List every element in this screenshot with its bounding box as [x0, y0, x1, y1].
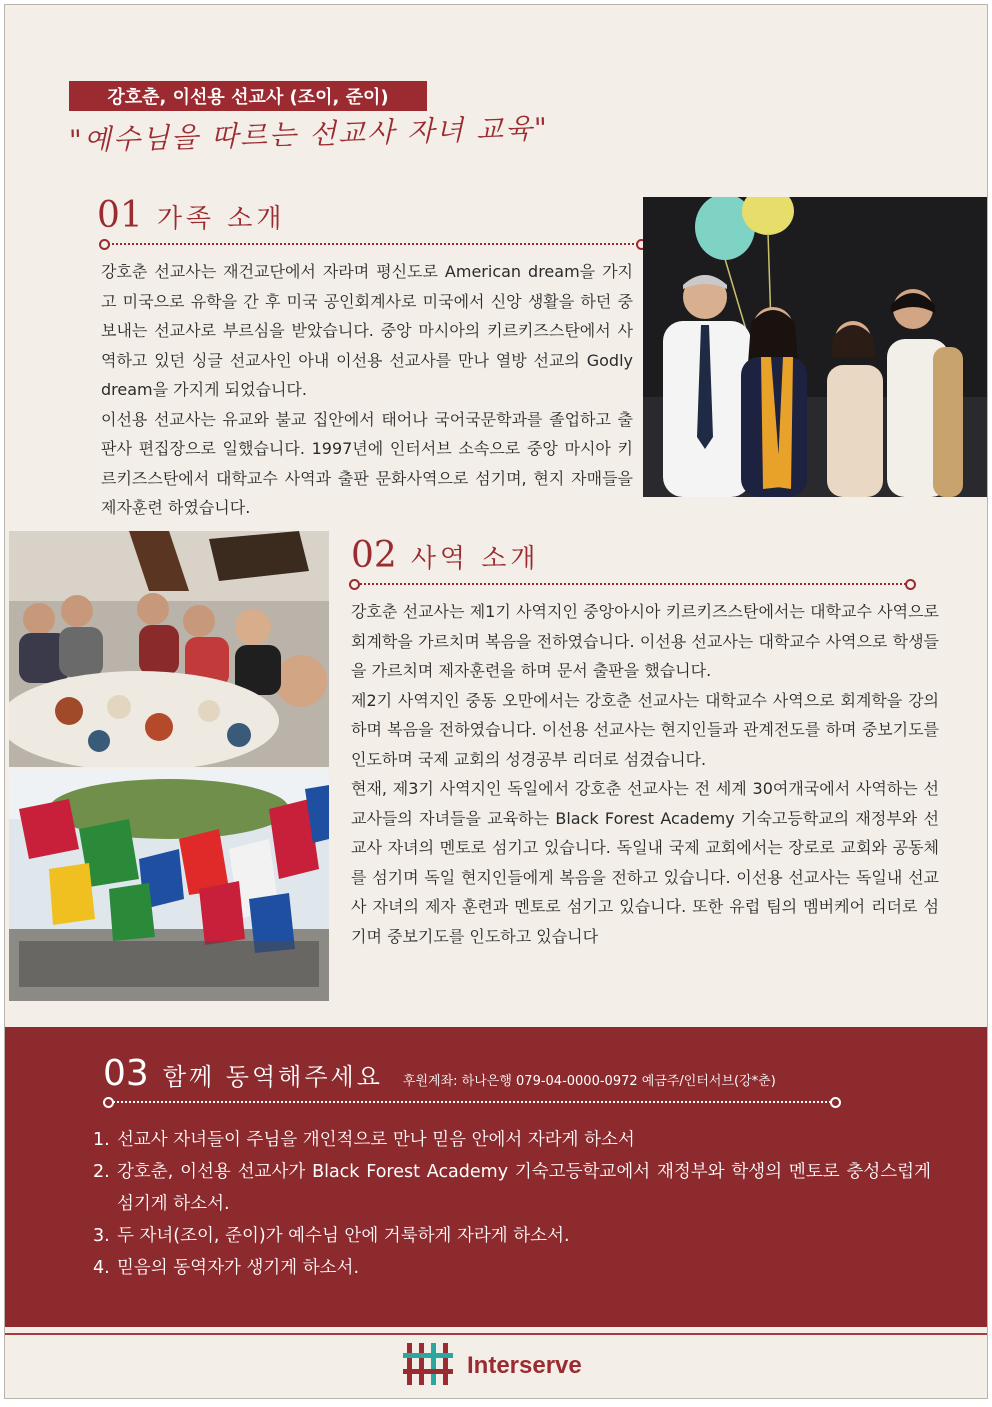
- section3-divider: [109, 1101, 835, 1103]
- interserve-logo: [403, 1341, 582, 1391]
- interserve-logo-icon: [403, 1341, 455, 1391]
- prayer-item: 1. 선교사 자녀들이 주님을 개인적으로 만나 믿음 안에서 자라게 하소서: [93, 1130, 635, 1150]
- interserve-logo-text: Interserve: [467, 1352, 582, 1379]
- section1-paragraph: 강호춘 선교사는 재건교단에서 자라며 평신도로 American dream을 가지고 미국으로 유학을 간 후 미국 공인회계사로 미국에서 신앙 생활을 하던 중 보내는 선교사로 부르심을 받았습니다. 중앙 마시아의 키르키즈스탄에서 사역하고 있던 싱글 선교사인 아내 이선용 선교사를 만나 열방 선교의 Godly dream을 가지게 되었습니다.: [101, 262, 633, 399]
- prayer-item: 3. 두 자녀(조이, 준이)가 예수님 안에 거룩하게 자라게 하소서.: [93, 1226, 570, 1246]
- section2-body: [351, 597, 939, 951]
- section2-paragraph: 제2기 사역지인 중동 오만에서는 강호춘 선교사는 대학교수 사역으로 회계학을 강의하며 복음을 전하였습니다. 이선용 선교사는 현지인들과 관계전도를 하며 중보기도를 인도하며 국제 교회의 성경공부 리더로 섬겼습니다.: [351, 690, 939, 769]
- section3-title: 함께 동역해주세요: [162, 1063, 383, 1091]
- family-photo: [643, 197, 988, 497]
- section1-paragraph: 이선용 선교사는 유교와 불교 집안에서 태어나 국어국문학과를 졸업하고 출판사 편집장으로 일했습니다. 1997년에 인터서브 소속으로 중앙 마시아 키르키즈스탄에서 대학교수 사역과 출판 문화사역으로 섬기며, 현지 자매들을 제자훈련 하였습니다.: [101, 409, 633, 517]
- prayer-band: [5, 1027, 987, 1327]
- section3-heading: [103, 1053, 776, 1094]
- section2-title: 사역 소개: [410, 544, 540, 574]
- section1-heading: [97, 195, 286, 236]
- name-banner: 강호춘, 이선용 선교사 (조이, 준이): [69, 81, 427, 111]
- dinner-photo: [9, 531, 329, 767]
- subtitle: "예수님을 따르는 선교사 자녀 교육": [68, 111, 550, 157]
- section2-paragraph: 강호춘 선교사는 제1기 사역지인 중앙아시아 키르키즈스탄에서는 대학교수 사역으로 회계학을 가르치며 복음을 전하였습니다. 이선용 선교사는 대학교수 사역으로 학생들을 가르치며 제자훈련을 하며 문서 출판을 했습니다.: [351, 602, 939, 680]
- section1-body: [101, 257, 633, 523]
- section1-divider: [105, 243, 641, 245]
- section2-paragraph: 현재, 제3기 사역지인 독일에서 강호춘 선교사는 전 세계 30여개국에서 사역하는 선교사들의 자녀들을 교육하는 Black Forest Academy 기숙고등학교의 재정부와 선교사 자녀의 멘토로 섬기고 있습니다. 독일내 국제 교회에서는 장로로 교회와 공동체를 섬기며 독일 현지인들에게 복음을 전하고 있습니다. 이선용 선교사는 독일내 선교사 자녀의 제자 훈련과 멘토로 섬기고 있습니다. 또한 유럽 팀의 멤버케어 리더로 섬기며 중보기도를 인도하고 있습니다: [351, 779, 939, 946]
- flags-photo: [9, 769, 329, 1001]
- prayer-list: [93, 1124, 931, 1284]
- donation-account: 후원계좌: 하나은행 079-04-0000-0972 예금주/인터서브(강*춘): [402, 1074, 776, 1089]
- section2-number: 02: [351, 535, 397, 576]
- section1-title: 가족 소개: [156, 204, 286, 234]
- section1-number: 01: [97, 195, 143, 236]
- brochure-page: [4, 4, 988, 1399]
- section2-heading: [351, 535, 540, 576]
- footer-divider: [5, 1333, 987, 1335]
- section3-number: 03: [103, 1053, 149, 1094]
- section2-divider: [355, 583, 910, 585]
- prayer-item: 4. 믿음의 동역자가 생기게 하소서.: [93, 1258, 360, 1278]
- prayer-item: 2. 강호춘, 이선용 선교사가 Black Forest Academy 기숙고등학교에서 재정부와 학생의 멘토로 충성스럽게 섬기게 하소서.: [93, 1162, 931, 1214]
